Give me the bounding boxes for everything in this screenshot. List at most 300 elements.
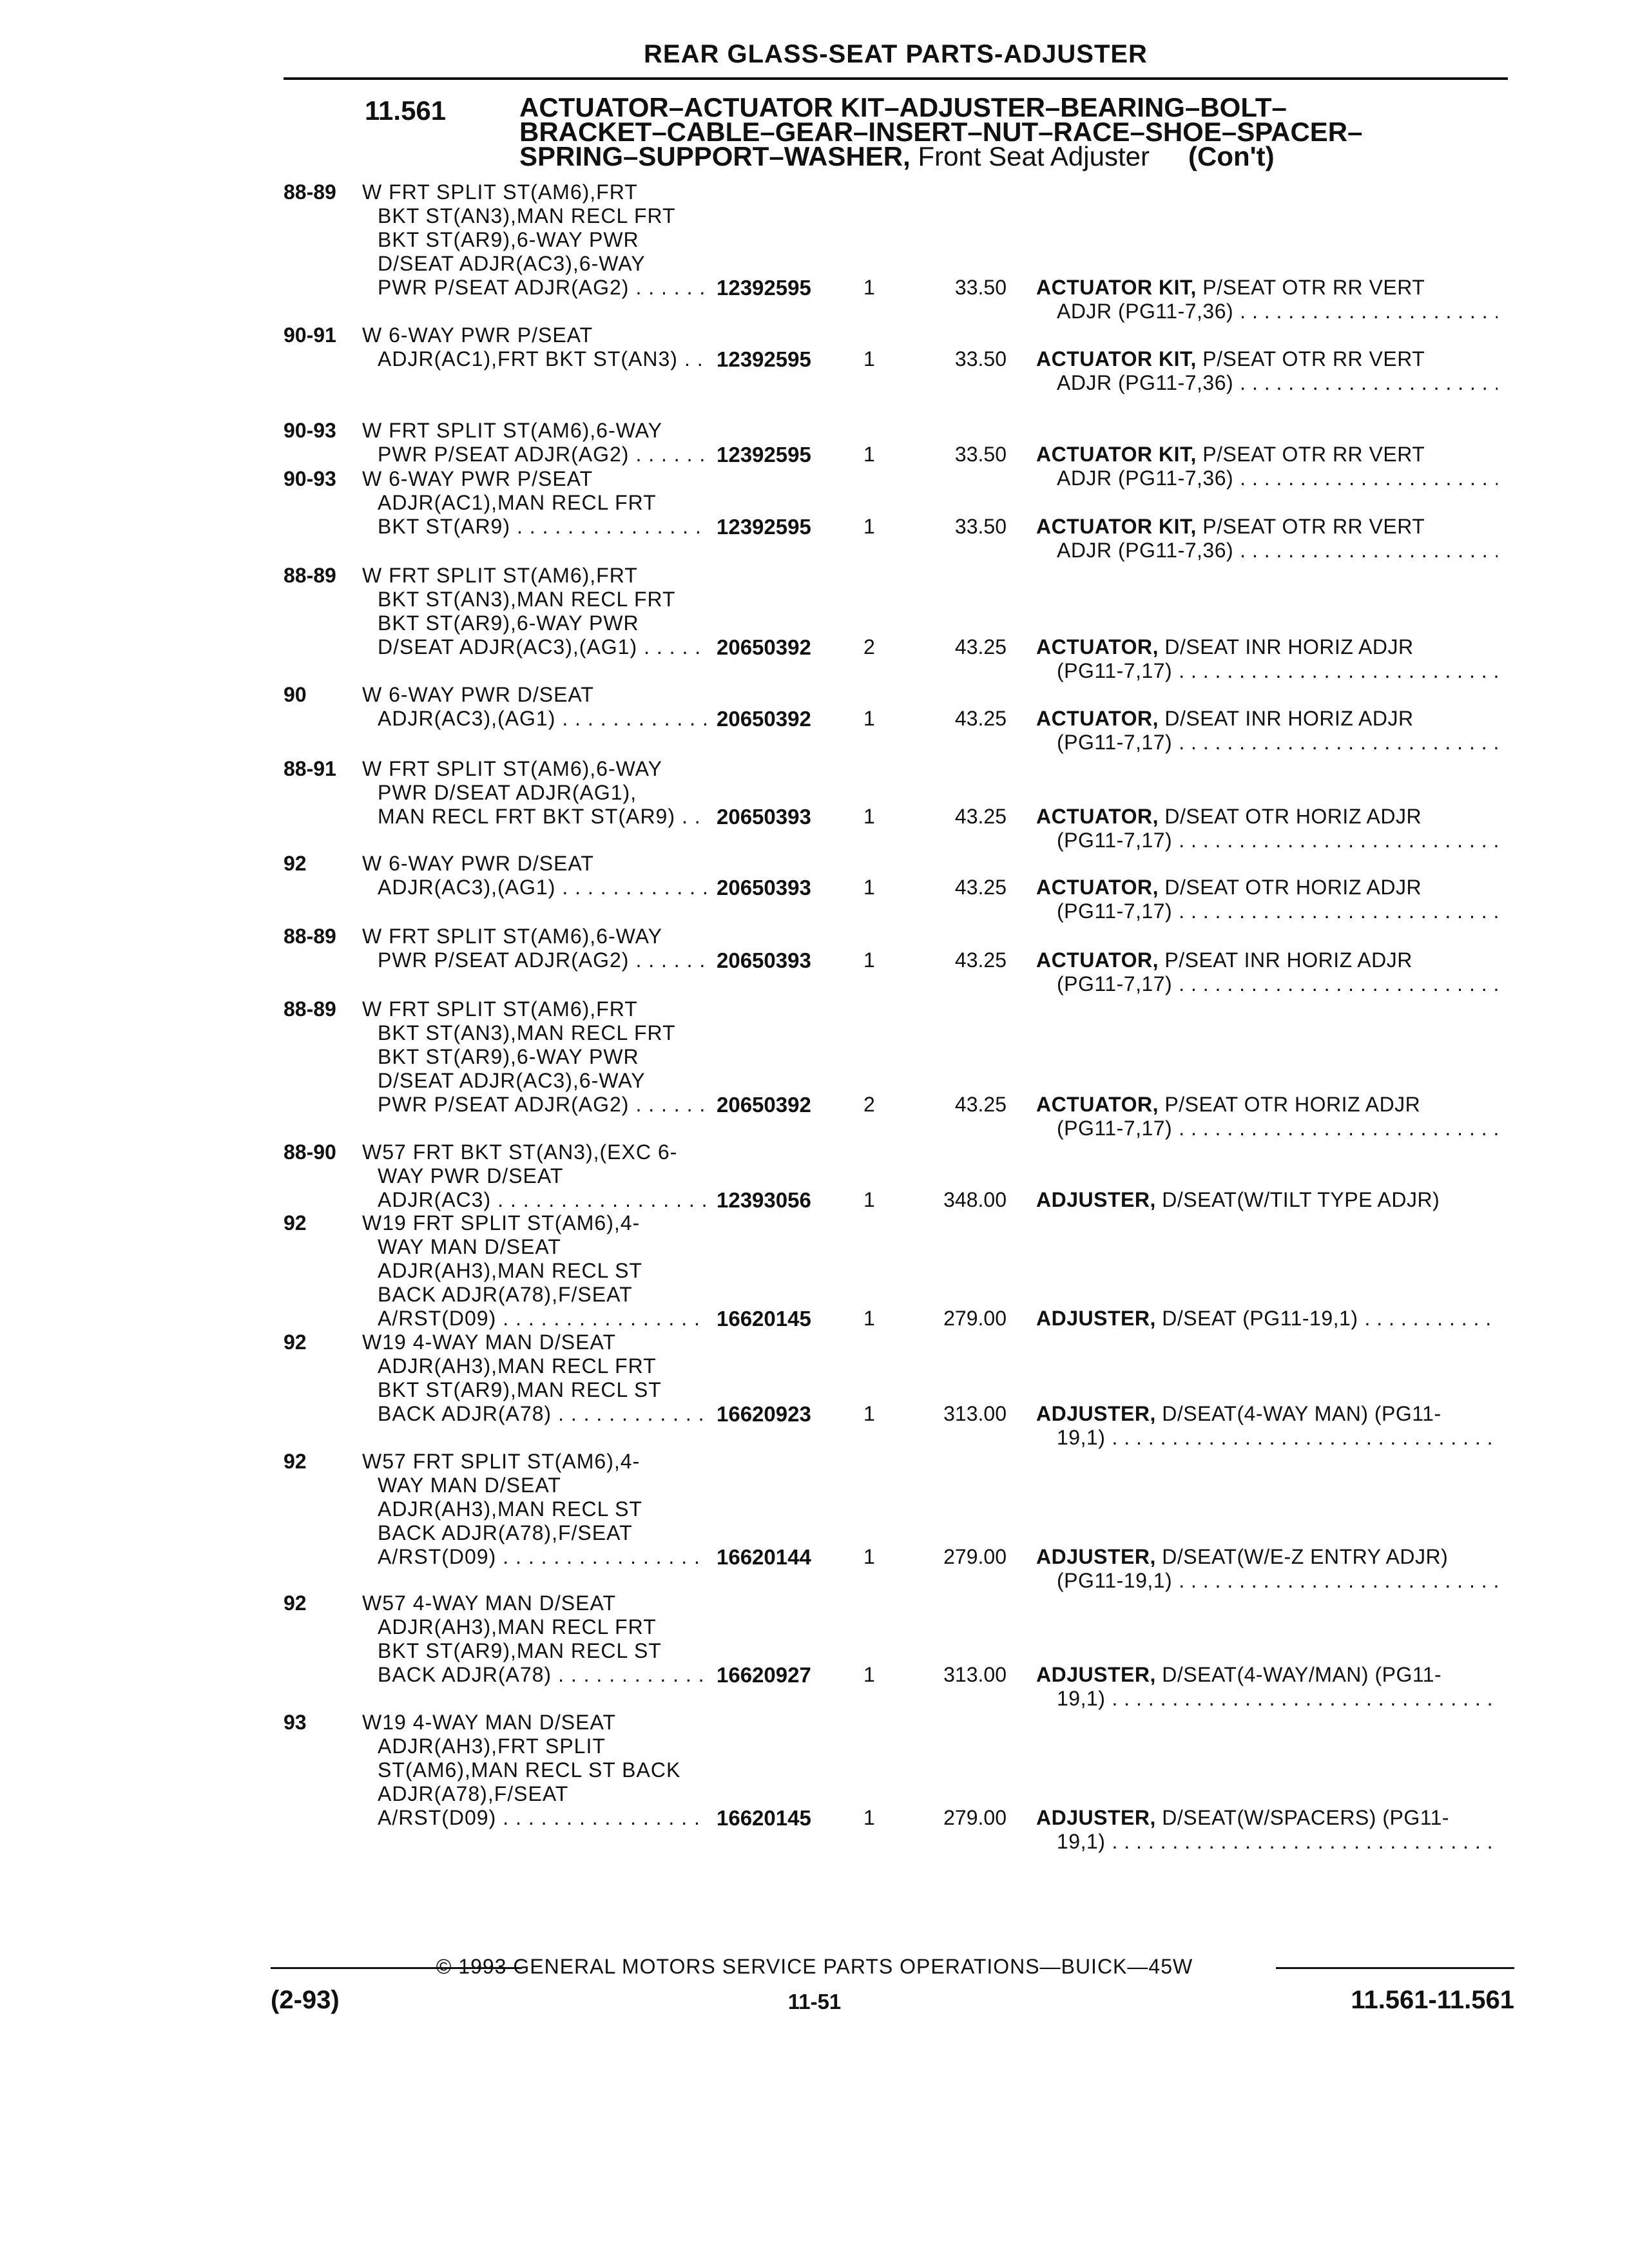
model-year: 88-89: [284, 180, 336, 204]
application-line: W FRT SPLIT ST(AM6),6-WAY: [362, 925, 662, 948]
description-text: D/SEAT INR HORIZ ADJR: [1164, 707, 1414, 730]
footer-copyright: © 1993 GENERAL MOTORS SERVICE PARTS OPERATIONS—BUICK—45W: [436, 1955, 1193, 1978]
part-number: 12392595: [717, 443, 811, 466]
part-number: 20650392: [717, 635, 811, 659]
dot-leader: [1240, 371, 1498, 395]
description-continuation: (PG11-7,17): [1057, 899, 1173, 923]
quantity: 1: [863, 1402, 875, 1425]
part-description: [1036, 635, 1501, 683]
description-continuation: 19,1): [1057, 1830, 1106, 1853]
dot-leader: [1240, 300, 1498, 323]
application-line: ADJR(AH3),MAN RECL FRT: [378, 1354, 657, 1378]
description-line-1: [1036, 1188, 1501, 1212]
footer-section-range: 11.561-11.561: [1351, 1986, 1514, 2014]
price: 33.50: [954, 515, 1007, 538]
model-year: 93: [284, 1711, 307, 1734]
model-year: 88-90: [284, 1140, 336, 1164]
price: 33.50: [954, 443, 1007, 466]
application-line-text: PWR P/SEAT ADJR(AG2): [378, 276, 630, 299]
quantity: 2: [863, 635, 875, 658]
model-year: 88-89: [284, 564, 336, 587]
price: 33.50: [954, 347, 1007, 370]
description-line-2: [1036, 829, 1501, 852]
quantity: 1: [863, 443, 875, 466]
application-line: [362, 1806, 710, 1830]
application-line: ADJR(A78),F/SEAT: [378, 1782, 569, 1805]
application-line: W FRT SPLIT ST(AM6),6-WAY: [362, 419, 662, 442]
part-name: ACTUATOR KIT,: [1036, 347, 1197, 370]
price: 43.25: [954, 805, 1007, 828]
application-line: W FRT SPLIT ST(AM6),FRT: [362, 564, 638, 587]
application: [362, 564, 710, 659]
price: 43.25: [954, 707, 1007, 730]
application-line: [362, 948, 710, 972]
application-line: [362, 635, 710, 659]
dot-leader: [1364, 1307, 1498, 1331]
application: [362, 925, 710, 972]
spacer: [1197, 515, 1202, 539]
dot-leader: [517, 515, 706, 539]
application-line: BKT ST(AN3),MAN RECL FRT: [378, 1021, 676, 1044]
spacer: [1159, 805, 1164, 829]
part-name: ACTUATOR,: [1036, 635, 1159, 658]
application-line-text: D/SEAT ADJR(AC3),(AG1): [378, 635, 638, 658]
quantity: 1: [863, 1663, 875, 1686]
model-year: 92: [284, 852, 307, 875]
description-continuation: ADJR (PG11-7,36): [1057, 539, 1234, 562]
section-subtitle: Front Seat Adjuster: [918, 141, 1150, 171]
description-line-2: [1036, 1687, 1501, 1711]
part-name: ADJUSTER,: [1036, 1307, 1156, 1330]
description-line-2: [1036, 466, 1501, 490]
dot-leader: [644, 635, 706, 659]
part-name: ADJUSTER,: [1036, 1806, 1156, 1829]
part-number: 20650392: [717, 707, 811, 731]
application-line: W FRT SPLIT ST(AM6),FRT: [362, 997, 638, 1021]
application-line-text: A/RST(D09): [378, 1307, 497, 1330]
application-line-text: A/RST(D09): [378, 1806, 497, 1829]
part-number: 20650392: [717, 1093, 811, 1117]
dot-leader: [1112, 1687, 1498, 1711]
application: [362, 419, 710, 466]
dot-leader: [1240, 539, 1498, 562]
part-name: ACTUATOR KIT,: [1036, 276, 1197, 299]
application-line: [362, 1663, 710, 1687]
spacer: [1159, 707, 1164, 731]
application: [362, 997, 710, 1117]
part-description: [1036, 876, 1501, 923]
price: 313.00: [943, 1663, 1007, 1686]
application-line: W57 FRT SPLIT ST(AM6),4-: [362, 1450, 641, 1473]
application-line: W 6-WAY PWR P/SEAT: [362, 323, 593, 347]
part-number: 16620145: [717, 1806, 811, 1830]
part-description: [1036, 948, 1501, 996]
description-continuation: ADJR (PG11-7,36): [1057, 371, 1234, 394]
part-description: [1036, 515, 1501, 562]
spacer: [1156, 1188, 1162, 1212]
description-text: D/SEAT(W/TILT TYPE ADJR): [1162, 1188, 1440, 1211]
description-line-1: [1036, 1093, 1501, 1117]
application-line: [362, 1307, 710, 1331]
description-line-1: [1036, 1663, 1501, 1687]
quantity: 1: [863, 805, 875, 828]
part-description: [1036, 1307, 1501, 1331]
dot-leader: [635, 1093, 706, 1117]
dot-leader: [497, 1188, 706, 1212]
part-name: ADJUSTER,: [1036, 1188, 1156, 1211]
application-line-text: ADJR(AC3): [378, 1188, 492, 1211]
section-continued: (Con't): [1188, 141, 1275, 171]
application-line: PWR D/SEAT ADJR(AG1),: [378, 781, 637, 804]
price: 43.25: [954, 876, 1007, 899]
spacer: [1156, 1307, 1162, 1331]
description-line-1: [1036, 707, 1501, 731]
dot-leader: [635, 276, 706, 300]
application-line: [362, 1402, 710, 1426]
application-line-text: PWR P/SEAT ADJR(AG2): [378, 1093, 630, 1116]
dot-leader: [684, 347, 706, 371]
description-continuation: (PG11-7,17): [1057, 659, 1173, 682]
quantity: 1: [863, 276, 875, 299]
description-line-1: [1036, 1545, 1501, 1569]
application-line: W19 4-WAY MAN D/SEAT: [362, 1331, 616, 1354]
dot-leader: [558, 1663, 706, 1687]
description-line-1: [1036, 1307, 1501, 1331]
dot-leader: [1179, 829, 1498, 852]
part-number: 16620144: [717, 1545, 811, 1569]
description-text: P/SEAT OTR RR VERT: [1202, 515, 1425, 538]
description-line-2: [1036, 539, 1501, 562]
application-line: W 6-WAY PWR D/SEAT: [362, 683, 594, 706]
price: 279.00: [943, 1545, 1007, 1568]
part-name: ACTUATOR,: [1036, 707, 1159, 730]
model-year: 88-89: [284, 925, 336, 948]
part-description: [1036, 707, 1501, 754]
description-text: P/SEAT OTR HORIZ ADJR: [1164, 1093, 1421, 1116]
part-number: 16620145: [717, 1307, 811, 1331]
application-line: W 6-WAY PWR D/SEAT: [362, 852, 594, 875]
description-line-1: [1036, 1402, 1501, 1426]
quantity: 1: [863, 948, 875, 972]
application-line: W57 4-WAY MAN D/SEAT: [362, 1591, 616, 1615]
model-year: 90-93: [284, 419, 336, 442]
quantity: 1: [863, 1545, 875, 1568]
description-continuation: ADJR (PG11-7,36): [1057, 300, 1234, 323]
dot-leader: [1179, 972, 1498, 996]
description-line-2: [1036, 1830, 1501, 1854]
application: [362, 180, 710, 300]
description-text: D/SEAT INR HORIZ ADJR: [1164, 635, 1414, 658]
application-line: BKT ST(AR9),MAN RECL ST: [378, 1639, 662, 1662]
spacer: [1197, 276, 1202, 300]
application-line-text: BACK ADJR(A78): [378, 1663, 552, 1686]
part-name: ACTUATOR,: [1036, 805, 1159, 828]
part-description: [1036, 1093, 1501, 1140]
description-continuation: (PG11-7,17): [1057, 829, 1173, 852]
footer-page-number: 11-51: [787, 1990, 842, 2013]
application-line: BACK ADJR(A78),F/SEAT: [378, 1521, 633, 1544]
part-description: [1036, 443, 1501, 490]
part-description: [1036, 1806, 1501, 1854]
application: [362, 757, 710, 829]
quantity: 1: [863, 1307, 875, 1330]
description-line-2: [1036, 899, 1501, 923]
part-number: 20650393: [717, 805, 811, 829]
application: [362, 852, 710, 899]
application-line: W57 FRT BKT ST(AN3),(EXC 6-: [362, 1140, 678, 1164]
part-name: ACTUATOR,: [1036, 948, 1159, 972]
section-heading-line-2: BRACKET–CABLE–GEAR–INSERT–NUT–RACE–SHOE–SPACER–: [519, 117, 1363, 147]
application: [362, 1711, 710, 1830]
application-line: W FRT SPLIT ST(AM6),6-WAY: [362, 757, 662, 780]
description-line-2: [1036, 1426, 1501, 1450]
dot-leader: [1112, 1426, 1498, 1450]
model-year: 92: [284, 1591, 307, 1615]
spacer: [1159, 948, 1164, 972]
quantity: 1: [863, 347, 875, 370]
application-line: W19 4-WAY MAN D/SEAT: [362, 1711, 616, 1734]
application-line: WAY MAN D/SEAT: [378, 1235, 561, 1258]
model-year: 92: [284, 1331, 307, 1354]
application: [362, 1591, 710, 1687]
price: 43.25: [954, 635, 1007, 658]
page-title: REAR GLASS-SEAT PARTS-ADJUSTER: [644, 40, 1148, 68]
application-line: ADJR(AH3),FRT SPLIT: [378, 1735, 606, 1758]
description-line-1: [1036, 515, 1501, 539]
description-line-1: [1036, 805, 1501, 829]
description-line-2: [1036, 731, 1501, 754]
dot-leader: [682, 805, 706, 829]
part-description: [1036, 1663, 1501, 1711]
part-description: [1036, 805, 1501, 852]
application-line: D/SEAT ADJR(AC3),6-WAY: [378, 1069, 646, 1092]
spacer: [1159, 876, 1164, 899]
quantity: 1: [863, 707, 875, 730]
application-line: [362, 1093, 710, 1117]
description-line-1: [1036, 876, 1501, 899]
description-line-1: [1036, 635, 1501, 659]
dot-leader: [1179, 899, 1498, 923]
spacer: [1197, 347, 1202, 371]
description-line-2: [1036, 371, 1501, 395]
application: [362, 1211, 710, 1331]
description-continuation: (PG11-19,1): [1057, 1569, 1173, 1592]
description-text: D/SEAT(4-WAY/MAN) (PG11-: [1162, 1663, 1442, 1686]
application-line-text: PWR P/SEAT ADJR(AG2): [378, 443, 630, 466]
part-description: [1036, 1545, 1501, 1593]
dot-leader: [562, 707, 706, 731]
dot-leader: [1179, 1117, 1498, 1140]
application: [362, 467, 710, 539]
description-line-2: [1036, 1117, 1501, 1140]
section-number: 11.561: [365, 95, 447, 126]
application-line: BKT ST(AR9),MAN RECL ST: [378, 1378, 662, 1401]
description-text: P/SEAT OTR RR VERT: [1202, 347, 1425, 370]
part-number: 16620923: [717, 1402, 811, 1426]
quantity: 1: [863, 876, 875, 899]
application-line-text: MAN RECL FRT BKT ST(AR9): [378, 805, 675, 828]
description-line-2: [1036, 300, 1501, 323]
dot-leader: [562, 876, 706, 899]
part-description: [1036, 347, 1501, 395]
price: 43.25: [954, 948, 1007, 972]
part-name: ADJUSTER,: [1036, 1663, 1156, 1686]
application: [362, 683, 710, 731]
spacer: [1197, 443, 1202, 466]
application-line: W19 FRT SPLIT ST(AM6),4-: [362, 1211, 641, 1235]
description-text: D/SEAT OTR HORIZ ADJR: [1164, 876, 1422, 899]
model-year: 92: [284, 1211, 307, 1235]
description-line-1: [1036, 1806, 1501, 1830]
application-line: BKT ST(AR9),6-WAY PWR: [378, 611, 639, 635]
spacer: [1156, 1806, 1162, 1830]
model-year: 90-93: [284, 467, 336, 490]
description-line-1: [1036, 443, 1501, 466]
application-line: BKT ST(AN3),MAN RECL FRT: [378, 588, 676, 611]
description-continuation: (PG11-7,17): [1057, 972, 1173, 995]
price: 43.25: [954, 1093, 1007, 1116]
model-year: 88-91: [284, 757, 336, 780]
model-year: 90: [284, 683, 307, 706]
price: 313.00: [943, 1402, 1007, 1425]
application-line: ST(AM6),MAN RECL ST BACK: [378, 1758, 681, 1782]
quantity: 1: [863, 1188, 875, 1211]
application-line-text: ADJR(AC3),(AG1): [378, 707, 556, 730]
part-name: ADJUSTER,: [1036, 1545, 1156, 1568]
part-name: ACTUATOR,: [1036, 876, 1159, 899]
application-line: ADJR(AC1),MAN RECL FRT: [378, 491, 657, 514]
dot-leader: [1240, 466, 1498, 490]
application-line: [362, 805, 710, 829]
application-line-text: BKT ST(AR9): [378, 515, 510, 538]
part-name: ACTUATOR KIT,: [1036, 515, 1197, 538]
application-line: [362, 1188, 710, 1212]
part-number: 20650393: [717, 876, 811, 899]
description-text: P/SEAT OTR RR VERT: [1202, 443, 1425, 466]
application-line: [362, 515, 710, 539]
part-number: 20650393: [717, 948, 811, 972]
description-continuation: (PG11-7,17): [1057, 1117, 1173, 1140]
price: 279.00: [943, 1806, 1007, 1829]
description-line-1: [1036, 347, 1501, 371]
dot-leader: [503, 1806, 706, 1830]
description-line-2: [1036, 972, 1501, 996]
application: [362, 1331, 710, 1426]
description-text: D/SEAT(W/SPACERS) (PG11-: [1162, 1806, 1450, 1829]
dot-leader: [558, 1402, 706, 1426]
description-line-1: [1036, 948, 1501, 972]
spacer: [1156, 1545, 1162, 1569]
part-name: ACTUATOR,: [1036, 1093, 1159, 1116]
application-line: [362, 276, 710, 300]
model-year: 92: [284, 1450, 307, 1473]
application-line: BKT ST(AR9),6-WAY PWR: [378, 1045, 639, 1068]
application-line-text: ADJR(AC3),(AG1): [378, 876, 556, 899]
application-line: BACK ADJR(A78),F/SEAT: [378, 1283, 633, 1306]
part-number: 12392595: [717, 276, 811, 300]
part-description: [1036, 1188, 1501, 1212]
application-line: W FRT SPLIT ST(AM6),FRT: [362, 180, 638, 204]
dot-leader: [1112, 1830, 1498, 1854]
application-line: ADJR(AH3),MAN RECL ST: [378, 1497, 642, 1521]
price: 348.00: [943, 1188, 1007, 1211]
footer-date: (2-93): [271, 1986, 340, 2014]
application-line: [362, 1545, 710, 1569]
description-text: D/SEAT(4-WAY MAN) (PG11-: [1162, 1402, 1441, 1425]
part-description: [1036, 1402, 1501, 1450]
application-line: WAY MAN D/SEAT: [378, 1474, 561, 1497]
spacer: [1159, 635, 1164, 659]
spacer: [1159, 1093, 1164, 1117]
quantity: 1: [863, 515, 875, 538]
application-line-text: BACK ADJR(A78): [378, 1402, 552, 1425]
application-line: ADJR(AH3),MAN RECL FRT: [378, 1615, 657, 1639]
application-line-text: A/RST(D09): [378, 1545, 497, 1568]
dot-leader: [503, 1307, 706, 1331]
application-line: [362, 876, 710, 899]
application: [362, 1140, 710, 1212]
description-text: P/SEAT OTR RR VERT: [1202, 276, 1425, 299]
part-number: 16620927: [717, 1663, 811, 1687]
part-number: 12392595: [717, 515, 811, 539]
dot-leader: [635, 948, 706, 972]
dot-leader: [1179, 731, 1498, 754]
application-line: BKT ST(AR9),6-WAY PWR: [378, 228, 639, 251]
spacer: [1156, 1402, 1162, 1426]
dot-leader: [1179, 659, 1498, 683]
application-line-text: PWR P/SEAT ADJR(AG2): [378, 948, 630, 972]
application-line-text: ADJR(AC1),FRT BKT ST(AN3): [378, 347, 678, 370]
quantity: 1: [863, 1806, 875, 1829]
price: 33.50: [954, 276, 1007, 299]
description-text: D/SEAT(W/E-Z ENTRY ADJR): [1162, 1545, 1449, 1568]
section-heading-line-1: ACTUATOR–ACTUATOR KIT–ADJUSTER–BEARING–BOLT–: [519, 92, 1287, 122]
spacer: [1156, 1663, 1162, 1687]
description-line-1: [1036, 276, 1501, 300]
part-number: 12392595: [717, 347, 811, 371]
part-name: ADJUSTER,: [1036, 1402, 1156, 1425]
application-line: [362, 707, 710, 731]
part-number: 12393056: [717, 1188, 811, 1212]
model-year: 90-91: [284, 323, 336, 347]
price: 279.00: [943, 1307, 1007, 1330]
application-line: D/SEAT ADJR(AC3),6-WAY: [378, 252, 646, 275]
dot-leader: [503, 1545, 706, 1569]
application: [362, 323, 710, 371]
dot-leader: [1179, 1569, 1498, 1593]
description-text: D/SEAT (PG11-19,1): [1162, 1307, 1358, 1330]
description-line-2: [1036, 1569, 1501, 1593]
application-line: WAY PWR D/SEAT: [378, 1164, 564, 1187]
dot-leader: [635, 443, 706, 466]
section-heading-line-3-text: SPRING–SUPPORT–WASHER,: [519, 141, 911, 171]
part-name: ACTUATOR KIT,: [1036, 443, 1197, 466]
application-line: [362, 443, 710, 466]
part-description: [1036, 276, 1501, 323]
description-continuation: 19,1): [1057, 1426, 1106, 1449]
application-line: BKT ST(AN3),MAN RECL FRT: [378, 204, 676, 227]
application-line: ADJR(AH3),MAN RECL ST: [378, 1259, 642, 1282]
quantity: 2: [863, 1093, 875, 1116]
model-year: 88-89: [284, 997, 336, 1021]
description-text: D/SEAT OTR HORIZ ADJR: [1164, 805, 1422, 828]
description-continuation: (PG11-7,17): [1057, 731, 1173, 754]
description-continuation: 19,1): [1057, 1687, 1106, 1710]
description-continuation: ADJR (PG11-7,36): [1057, 466, 1234, 490]
application-line: W 6-WAY PWR P/SEAT: [362, 467, 593, 490]
description-text: P/SEAT INR HORIZ ADJR: [1164, 948, 1412, 972]
application: [362, 1450, 710, 1569]
